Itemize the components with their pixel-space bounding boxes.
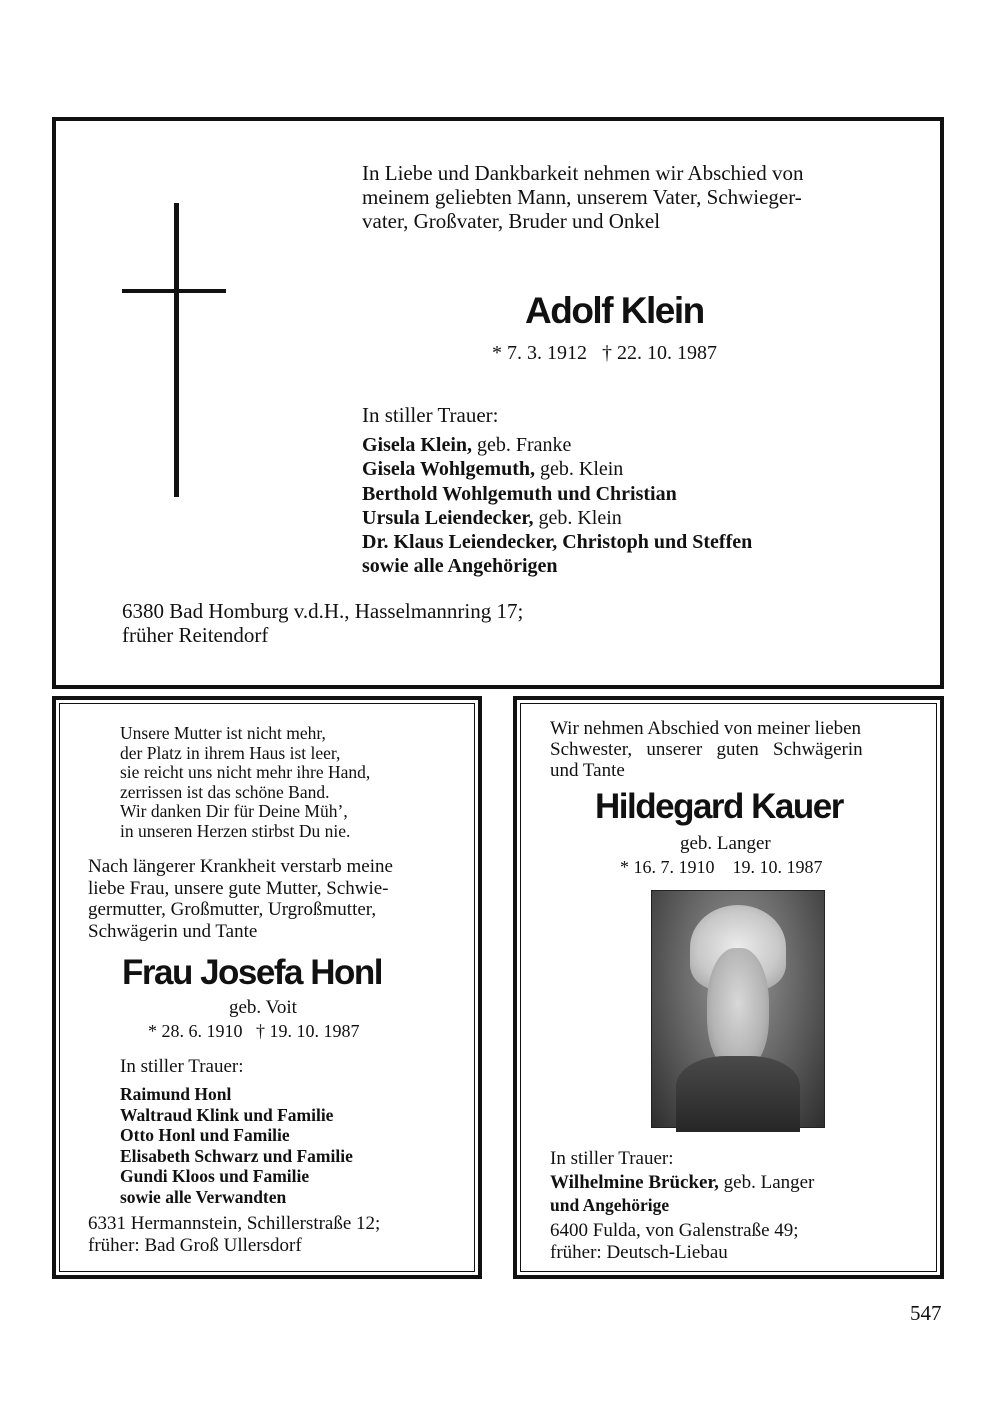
notice-hildegard-kauer [513,696,944,1279]
notice3-name: Hildegard Kauer [595,787,843,826]
notice3-mourner2: und Angehörige [550,1195,670,1215]
notice3-address: 6400 Fulda, von Galenstraße 49; früher: Deutsch-Liebau [550,1220,799,1263]
notice-adolf-klein [52,117,944,689]
notice3-born: geb. Langer [680,833,771,854]
notice1-mourners: Gisela Klein, geb. Franke Gisela Wohlgemuth, geb. Klein Berthold Wohlgemuth und Christian Ursula Leiendecker, geb. Klein Dr. Klaus Leiendecker, Christoph und Steffen sowie alle Angehörigen [362,434,753,578]
notice2-name: Frau Josefa Honl [122,953,382,992]
portrait-face [707,948,769,1071]
notice3-mourner1: Wilhelmine Brücker, geb. Langer [550,1172,815,1193]
notice-josefa-honl [52,696,482,1279]
notice3-mourning-label: In stiller Trauer: [550,1148,674,1169]
notice3-dates: * 16. 7. 1910 19. 10. 1987 [620,857,823,877]
cross-icon-horizontal [122,289,226,293]
portrait-photo [651,890,825,1128]
portrait-body [676,1056,800,1132]
notice1-name: Adolf Klein [525,290,704,331]
notice1-mourning-label: In stiller Trauer: [362,403,499,427]
notice2-born: geb. Voit [229,997,297,1018]
notice2-address: 6331 Hermannstein, Schillerstraße 12; früher: Bad Groß Ullersdorf [88,1213,381,1256]
notice2-intro: Nach längerer Krankheit verstarb meine liebe Frau, unsere gute Mutter, Schwie- germutter, Großmutter, Urgroßmutter, Schwägerin und Tante [88,856,393,942]
cross-icon-vertical [174,203,179,497]
notice2-mourners: Raimund Honl Waltraud Klink und Familie Otto Honl und Familie Elisabeth Schwarz und Familie Gundi Kloos und Familie sowie alle Verwandten [120,1084,353,1207]
notice2-dates: * 28. 6. 1910 † 19. 10. 1987 [148,1021,360,1041]
notice3-intro: Wir nehmen Abschied von meiner lieben Schwester, unserer guten Schwägerin und Tante [550,718,863,781]
notice2-poem: Unsere Mutter ist nicht mehr, der Platz in ihrem Haus ist leer, sie reicht uns nicht mehr ihre Hand, zerrissen ist das schöne Band. Wir danken Dir für Deine Müh’, in unseren Herzen stirbst Du nie. [120,723,371,841]
notice1-address: 6380 Bad Homburg v.d.H., Hasselmannring 17; früher Reitendorf [122,599,524,647]
notice1-intro: In Liebe und Dankbarkeit nehmen wir Abschied von meinem geliebten Mann, unserem Vater, Schwieger- vater, Großvater, Bruder und Onkel [362,161,804,233]
notice1-dates: * 7. 3. 1912 † 22. 10. 1987 [492,342,717,364]
notice2-mourning-label: In stiller Trauer: [120,1056,244,1077]
page-number: 547 [910,1301,942,1325]
